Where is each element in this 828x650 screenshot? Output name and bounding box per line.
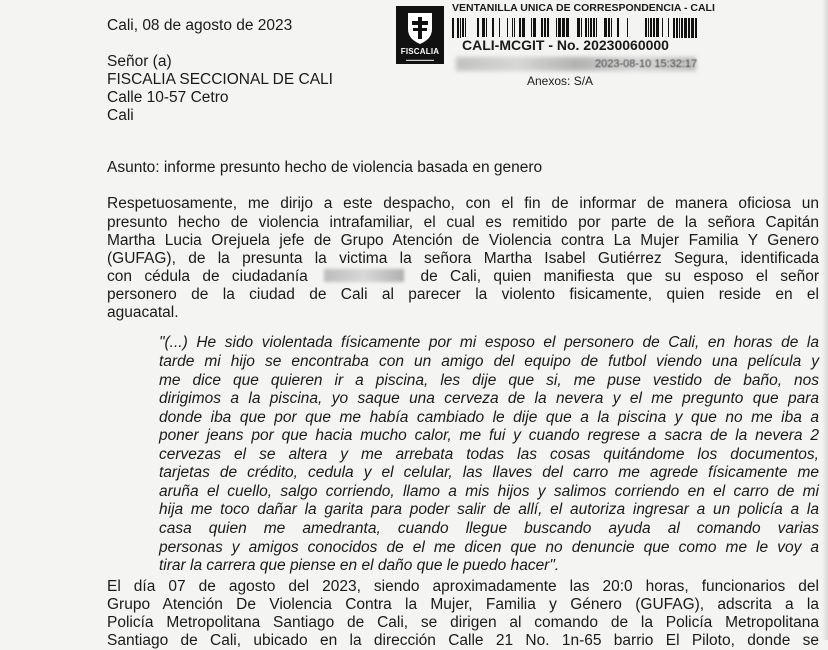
quote-line: "(...) He sido violentada físicamente por mi esposo el personero de Cali, en horas de la	[159, 334, 819, 351]
paragraph2-line: El día 07 de agosto del 2023, siendo aproximadamente las 20:0 horas, funcionarios del	[107, 578, 819, 595]
paragraph1-id-line	[107, 268, 819, 286]
quote-line: poner jeans por que hacia mucho calor, me fui y cuando regrese a sacra de la nevera 2	[159, 427, 819, 444]
logo-text: FISCALIA	[400, 47, 440, 56]
stamp-timestamp: 2023-08-10 15:32:17	[595, 58, 698, 70]
logo-subtext: ▬▬▬▬▬▬▬	[406, 57, 434, 62]
paragraph1-line: Respetuosamente, me dirijo a este despacho, con el fin de informar de manera oficiosa un	[107, 195, 819, 212]
paragraph1-line: presunto hecho de violencia intrafamiliar, el cual es remitido por parte de la señora Capitán	[107, 214, 819, 231]
paragraph1-line: Martha Lucia Orejuela jefe de Grupo Atención de Violencia contra La Mujer Familia Y Genero	[107, 232, 819, 249]
paragraph2-line: Policía Metropolitana Santiago de Cali, se dirigen al comando de la Policía Metropolitana	[107, 614, 819, 631]
quote-line: personas y amigos conocidos de el me dicen que no denuncie que como me le voy a	[159, 539, 819, 556]
radicado-number: CALI-MCGIT - No. 20230060000	[462, 37, 669, 53]
quote-line: aruña el cuello, salgo corriendo, llamo a mis hijos y salimos corriendo en el carro de mi	[159, 483, 819, 500]
paragraph1-line: aguacatal.	[107, 304, 179, 321]
barcode-image	[452, 18, 698, 38]
subject-line: Asunto: informe presunto hecho de violencia basada en genero	[107, 159, 543, 176]
quote-line: hija me toco dañar la garita para poder salir de allí, el autoriza ingresar a un policía a la	[159, 501, 819, 518]
recipient-address: Calle 10-57 Cetro	[107, 89, 229, 106]
paragraph1-line: (GUFAG), de la presunta la victima la señora Martha Isabel Gutiérrez Segura, identificada	[107, 250, 819, 267]
quote-line: tarjetas de crédito, cedula y el celular, las llaves del carro me agrede físicamente me	[159, 464, 819, 481]
quote-line: tirar la carrera que piense en el daño que le puedo hacer".	[159, 557, 560, 574]
quote-line: cervezas el se altera y me arrebata todas las cosas quitándome los documentos,	[159, 446, 819, 463]
page-edge-shadow	[822, 0, 828, 640]
fiscalia-logo	[396, 6, 444, 64]
paragraph1-line: personero de la ciudad de Cali al parecer la violento fisicamente, quien reside en el	[107, 286, 819, 303]
paragraph2-line: Santiago de Cali, ubicado en la dirección Calle 21 No. 1n-65 barrio El Piloto, donde se	[107, 632, 819, 649]
stamp-title: VENTANILLA UNICA DE CORRESPONDENCIA - CALI	[452, 2, 715, 14]
quote-line: dirigimos a la piscina, yo saque una cerveza de la nevera y el me pregunto que para	[159, 390, 819, 407]
fiscalia-shield-icon	[404, 11, 436, 45]
recipient-salutation: Señor (a)	[107, 53, 172, 70]
id-line-after: de Cali, quien manifiesta que su esposo el señor	[420, 268, 820, 285]
recipient-city: Cali	[107, 107, 134, 124]
quote-line: donde iba que por que me había cambiado le dije que a la piscina y que no me iba a	[159, 409, 819, 426]
date-line: Cali, 08 de agosto de 2023	[107, 17, 293, 34]
quote-line: tarde mi hijo se encontraba con un amigo del equipo de futbol viendo una película y	[159, 353, 819, 370]
quote-line: me dice que quieren ir a piscina, les dije que si, me puse vestido de baño, nos	[159, 372, 819, 389]
id-line-before: con cédula de ciudadanía	[107, 268, 308, 285]
recipient-office: FISCALIA SECCIONAL DE CALI	[107, 71, 333, 88]
anexos-label: Anexos: S/A	[527, 74, 594, 88]
redacted-id-number	[324, 269, 404, 282]
quote-line: casa quien me amedranta, cuando llegue buscando ayuda al comando varias	[159, 520, 819, 537]
paragraph2-line: Grupo Atención De Violencia Contra la Mujer, Familia y Género (GUFAG), adscrita a la	[107, 596, 819, 613]
